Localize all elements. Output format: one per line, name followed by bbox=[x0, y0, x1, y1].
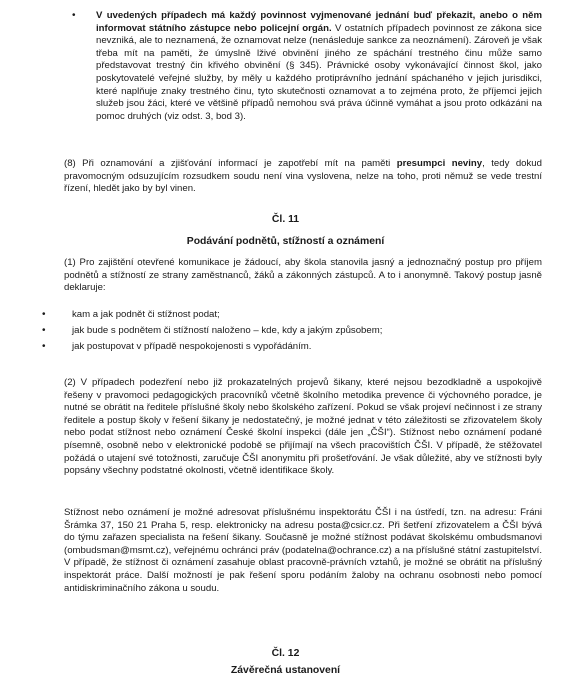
article-11-paragraph-1: (1) Pro zajištění otevřené komunikace je žádoucí, aby škola stanovila jasný a jednoznačný postup pro příjem podnětů a stížností ze strany zaměstnanců, žáků a zákonných zástupců. A to i anonymně. Takový postup jasně deklaruje: bbox=[64, 257, 542, 294]
article-12-number: Čl. 12 bbox=[271, 648, 300, 659]
article-11-number: Čl. 11 bbox=[271, 214, 300, 225]
bullet-paragraph bbox=[96, 10, 542, 123]
paragraph-8 bbox=[64, 158, 542, 196]
article-11-paragraph-3: Stížnost nebo oznámení je možné adresovat příslušnému inspektorátu ČŠI i na ústředí, tzn. na adresu: Fráni Šrámka 37, 150 21 Praha 5, resp. elektronicky na adresu posta@csicr.cz. Při šetření zřizovatelem a ČŠI bývá do týmu zařazen specialista na řešení šikany. Současně je možné stížnost podávat školskému ombudsmanovi (ombudsman@msmt.cz), veřejnému ochránci práv (podatelna@ochrance.cz) a na příslušné státní zastupitelství. V případě, že stížnost či oznámení zasahuje oblast pracovně-právních vztahů, je možné se obrátit na příslušný inspektorát práce. Další možností je pak řešení sporu podáním žaloby na ochranu osobnosti nebo pomocí antidiskriminačního zákona u soudu. bbox=[64, 507, 542, 594]
bullet-bold-text: V uvedených případech má každý povinnost vyjmenované jednání buď překazit, anebo o něm informovat státního zástupce nebo policejní orgán. bbox=[96, 10, 542, 34]
bullet-icon: • bbox=[72, 10, 76, 21]
list-item: jak bude s podnětem či stížností naloženo – kde, kdy a jakým způsobem; bbox=[72, 325, 383, 336]
list-item: jak postupovat v případě nespokojenosti s vypořádáním. bbox=[72, 341, 312, 352]
list-bullet-icon: • bbox=[42, 309, 46, 320]
paragraph-8-post: , tedy dokud pravomocným odsuzujícím rozsudkem soudu není vina vyslovena, nelze na toho, proti němuž se vede trestní řízení, hledět jako by byl vinen. bbox=[64, 158, 542, 195]
paragraph-8-bold: presumpci neviny bbox=[396, 158, 483, 169]
article-11-title: Podávání podnětů, stížností a oznámení bbox=[186, 236, 385, 247]
article-12-title: Závěrečná ustanovení bbox=[230, 665, 341, 676]
paragraph-8-pre: (8) Při oznamování a zjišťování informací je zapotřebí mít na paměti bbox=[64, 158, 397, 169]
list-item: kam a jak podnět či stížnost podat; bbox=[72, 309, 220, 320]
list-bullet-icon: • bbox=[42, 325, 46, 336]
bullet-text: V ostatních případech povinnost ze zákona sice nevzniká, ale to neznamená, že oznamovat nelze (nenásleduje sankce za neoznámení). Zároveň je však třeba mít na paměti, že úmyslně lživé obvinění jiného ze spáchání trestného činu může samo představovat trestný čin křivého obvinění (§ 345). Právnické osoby vykonávající činnost škol, jako poskytovatelé veřejné služby, by měly u každého protiprávního jednání spáchaného v jejich jurisdikci, které naplňuje znaky trestného činu, tyto skutečnosti oznamovat a to zejména proto, že příjemci jejich služeb jsou žáci, které ve většině případů nemohou svá práva účinně vymáhat a jsou proto odkázáni na pomoc druhých (viz odst. 3, bod 3). bbox=[96, 22, 543, 122]
article-11-paragraph-2: (2) V případech podezření nebo již prokazatelných projevů šikany, které nejsou bezodkladně a uspokojivě řešeny v pravomoci pedagogických pracovníků včetně školního metodika prevence či výchovného poradce, je nutné se obrátit na ředitele příslušné školy nebo školského zařízení. Pokud se však projeví nečinnost i ze strany ředitele a postup školy v řešení šikany je nedostatečný, je možné jednat v této záležitosti se zřizovatelem školy nebo podat stížnost nebo oznámení České školní inspekci (dále jen „ČŠI“). Stížnost nebo oznámení podané písemně, osobně nebo v elektronické podobě se přijímají na všech pracovištích ČŠI. V případě, že stěžovatel požádá o utajení své totožnosti, zaručuje ČŠI anonymitu při prošetřování. Je však důležité, aby ve stížnosti byly popsány všechny podstatné okolnosti, včetně identifikace školy. bbox=[64, 377, 542, 477]
list-bullet-icon: • bbox=[42, 341, 46, 352]
